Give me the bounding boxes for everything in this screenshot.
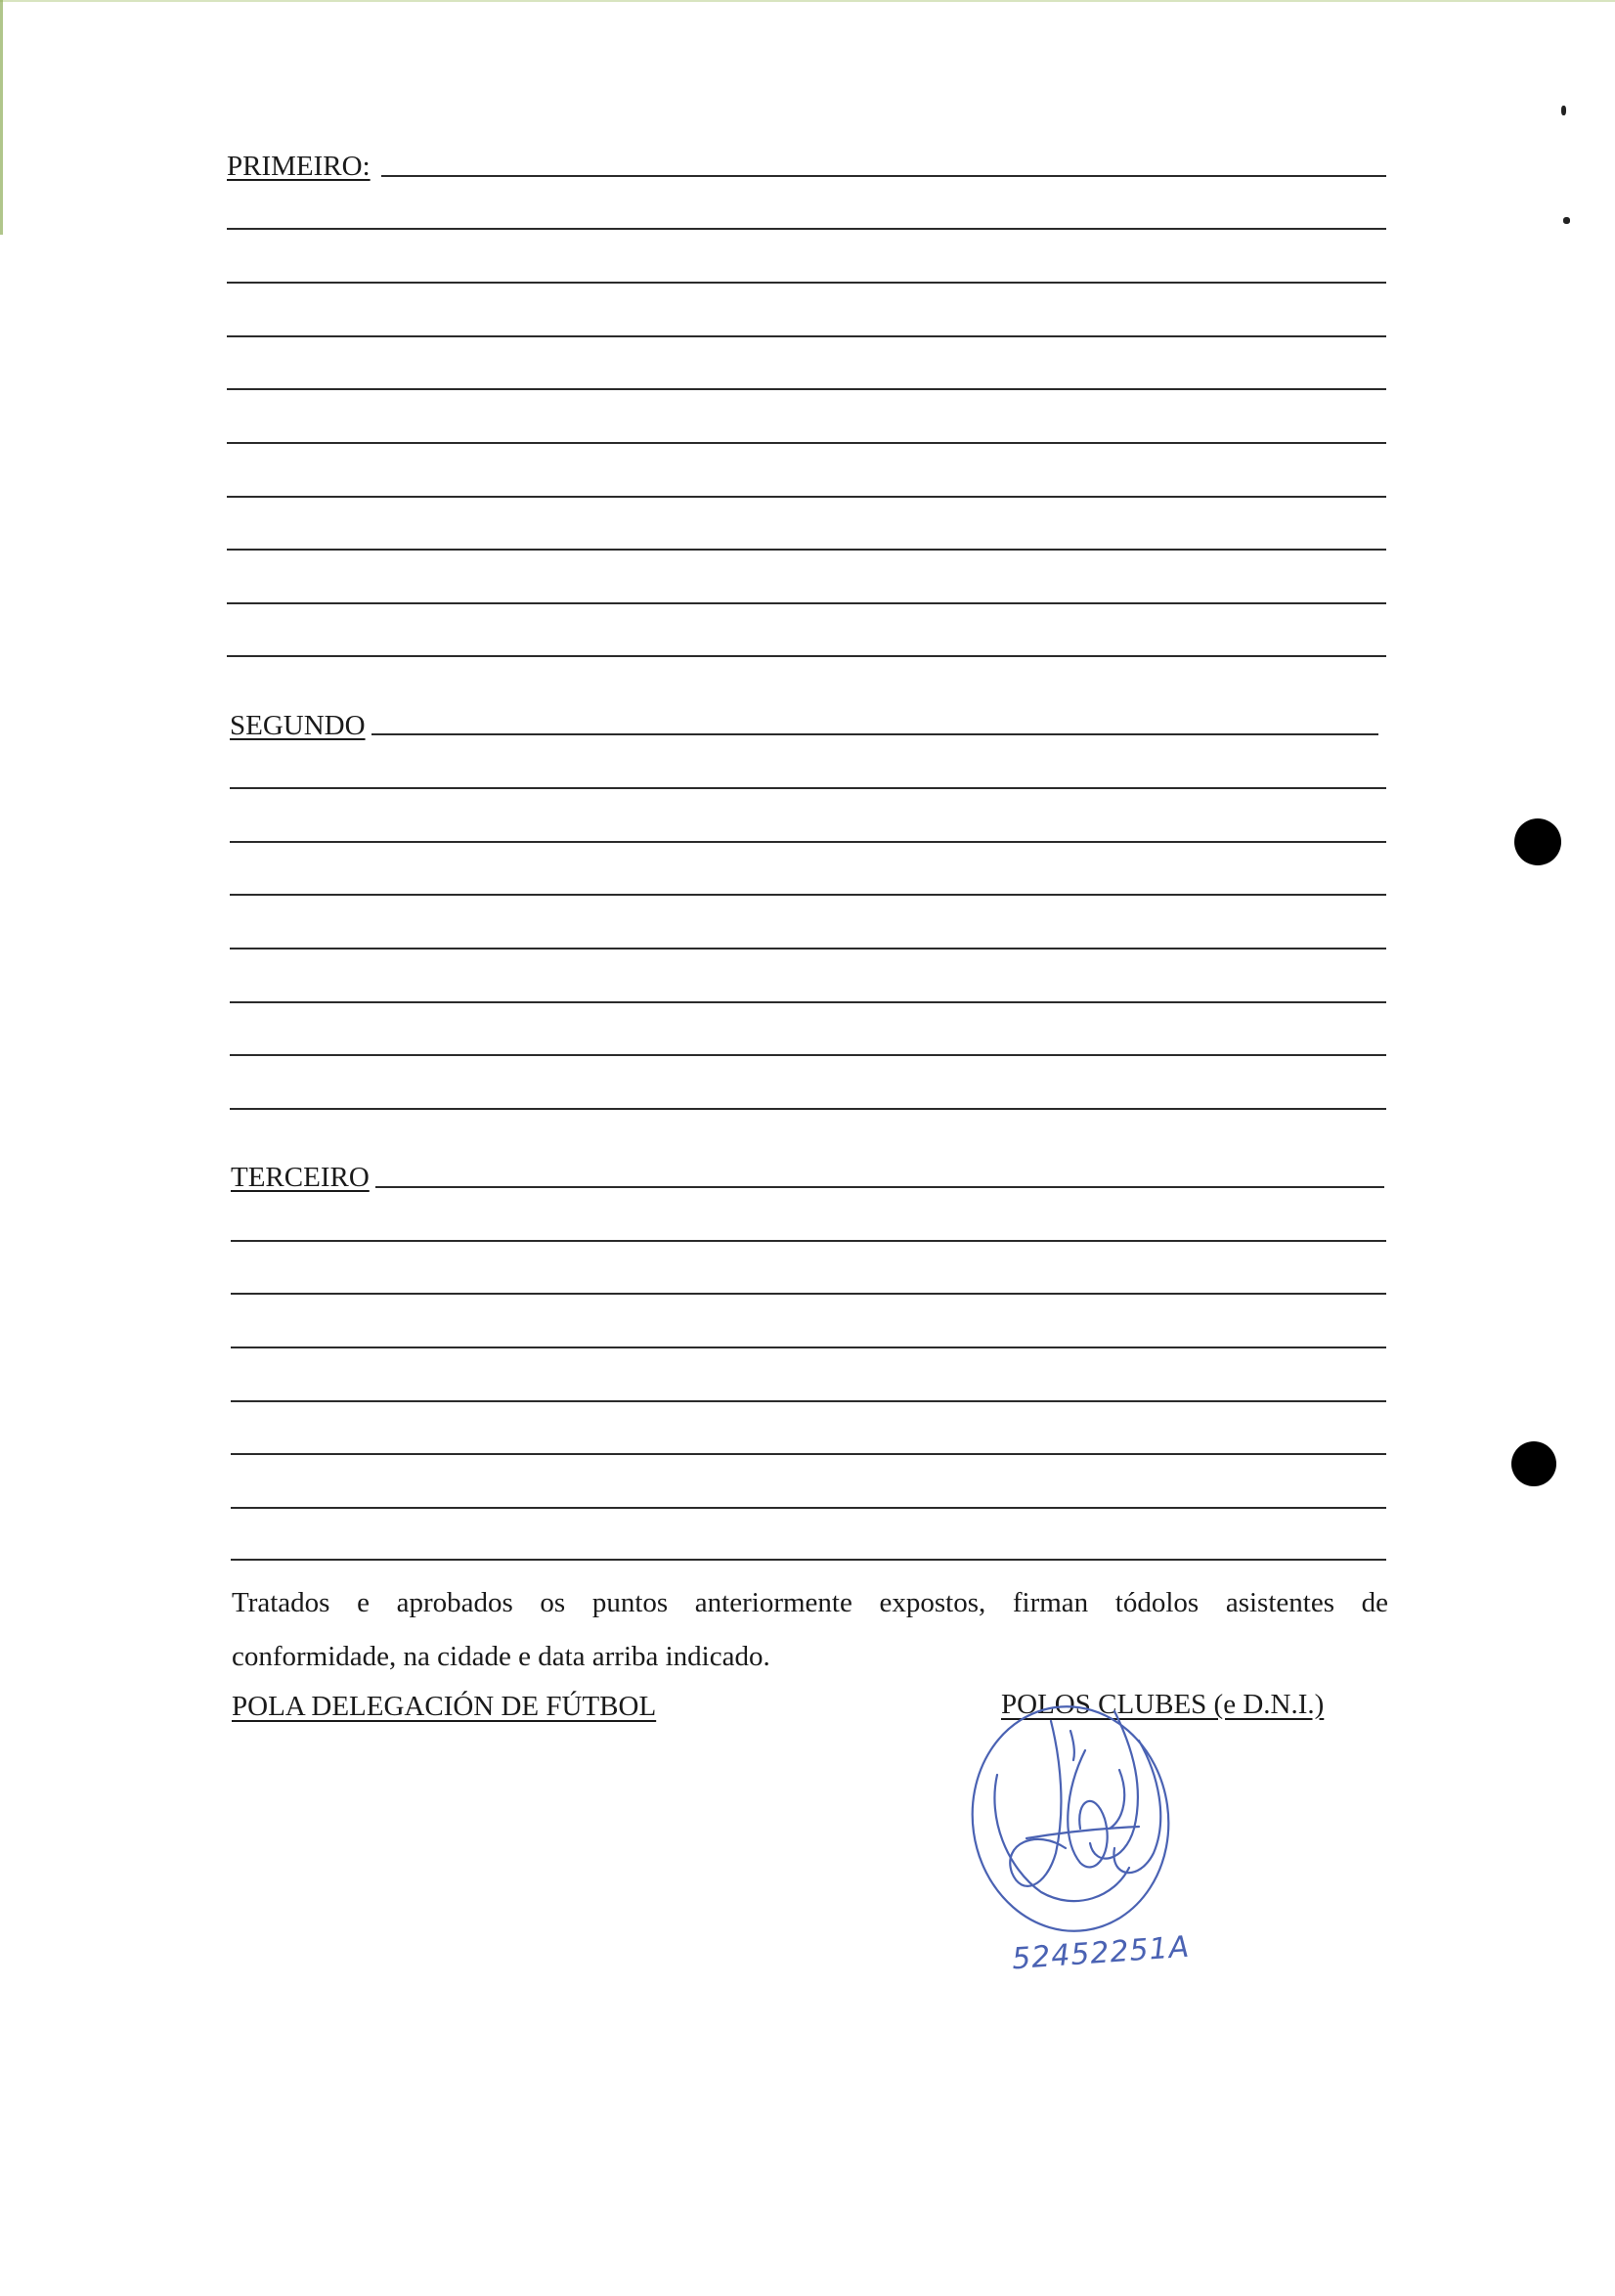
scan-edge-top (0, 0, 1615, 2)
ruled-line (227, 549, 1386, 551)
scan-speck (1563, 217, 1570, 224)
ruled-line (231, 1347, 1386, 1348)
punch-hole (1514, 818, 1561, 865)
ruled-line (227, 282, 1386, 284)
ruled-line (231, 1507, 1386, 1509)
ruled-line (227, 228, 1386, 230)
ruled-line (230, 894, 1386, 896)
scan-speck (1561, 106, 1566, 115)
ruled-line (231, 1400, 1386, 1402)
scan-edge-left (0, 0, 3, 235)
ruled-line (381, 175, 1386, 177)
ruled-line (230, 841, 1386, 843)
ruled-line (375, 1186, 1384, 1188)
closing-paragraph (232, 1576, 1388, 1684)
ruled-line (227, 655, 1386, 657)
ruled-line (231, 1559, 1386, 1561)
ruled-line (231, 1453, 1386, 1455)
ruled-line (230, 948, 1386, 949)
ruled-line (230, 1108, 1386, 1110)
delegation-signature-label: POLA DELEGACIÓN DE FÚTBOL (232, 1691, 657, 1722)
section-label-segundo: SEGUNDO (230, 710, 366, 741)
ruled-line (227, 442, 1386, 444)
ruled-line (227, 335, 1386, 337)
clubs-signature-label: POLOS CLUBES (e D.N.I.) (1001, 1689, 1325, 1720)
section-label-terceiro: TERCEIRO (231, 1162, 370, 1193)
punch-hole (1511, 1441, 1556, 1486)
ruled-line (230, 787, 1386, 789)
ruled-line (227, 496, 1386, 498)
ruled-line (230, 1001, 1386, 1003)
closing-line-1: Tratados e aprobados os puntos anteriormente expostos, firman tódolos asistentes de (232, 1587, 1388, 1618)
ruled-line (231, 1293, 1386, 1295)
ruled-line (227, 388, 1386, 390)
ruled-line (231, 1240, 1386, 1242)
ruled-line (230, 1054, 1386, 1056)
handwritten-dni: 52452251A (1011, 1929, 1192, 1977)
ruled-line (371, 733, 1378, 735)
closing-line-2: conformidade, na cidade e data arriba indicado. (232, 1641, 770, 1672)
ruled-line (227, 602, 1386, 604)
section-label-primeiro: PRIMEIRO: (227, 151, 371, 182)
